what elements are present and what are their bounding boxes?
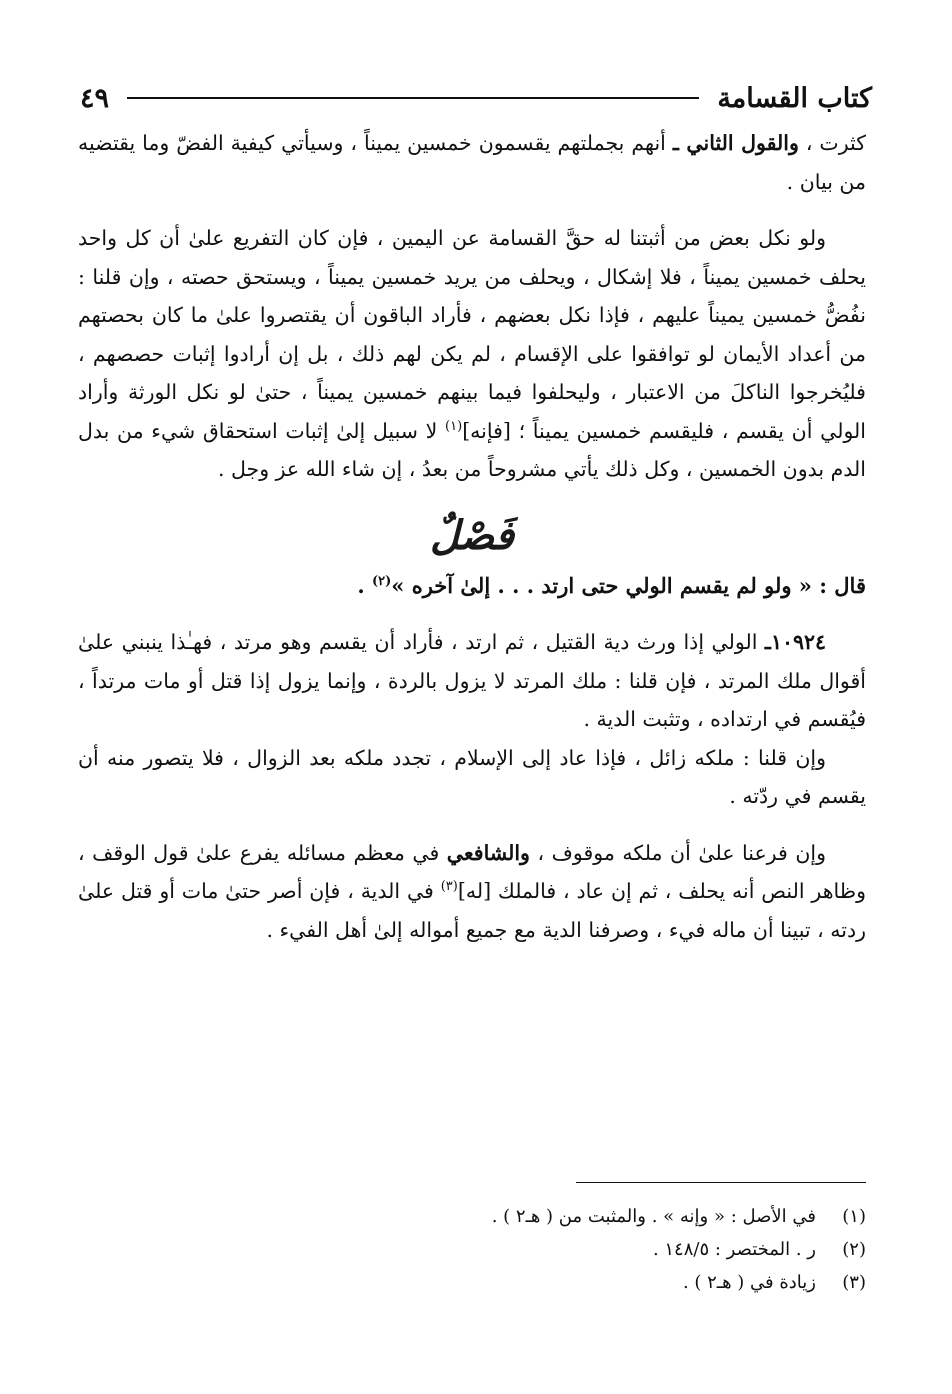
footnote-number: (٣) — [842, 1272, 866, 1293]
paragraph-2: ولو نكل بعض من أثبتنا له حقَّ القسامة عن اليمين ، فإن كان التفريع علىٰ أن كل واحد يحلف خمسين يميناً ، فلا إشكال ، ويحلف من يريد خمسين يميناً ، ويستحق حصته ، وإن قلنا : نفُضُّ خمسين يميناً عليهم ، فإذا نكل بعضهم ، فأراد الباقون أن يقتصروا علىٰ ما كان بحصتهم من أعداد الأيمان لو توافقوا على الإقسام ، لم يكن لهم ذلك ، بل إن أرادوا إثبات حصصهم ، فليُخرجوا الناكلَ من الاعتبار ، وليحلفوا فيما بينهم خمسين يميناً ، حتىٰ لو نكل الورثة وأراد الولي أن يقسم ، فليقسم خمسين يميناً ؛ [فإنه]$^{(١)}$ لا سبيل إلىٰ إثبات استحقاق شيء من بدل الدم بدون الخمسين ، وكل ذلك يأتي مشروحاً من بعدُ ، إن شاء الله عز وجل . — [78, 226, 866, 481]
paragraph-4: وإن قلنا : ملكه زائل ، فإذا عاد إلى الإسلام ، تجدد ملكه بعد الزوال ، فلا يتصور منه أن يقسم في ردّته . — [78, 745, 866, 808]
paragraph-5: وإن فرعنا علىٰ أن ملكه موقوف ، والشافعي في معظم مسائله يفرع علىٰ قول الوقف ، وظاهر النص أنه يحلف ، ثم إن عاد ، فالملك [له]$^{(٣)}$ في الدية ، فإن أصر حتىٰ مات أو قتل علىٰ ردته ، تبينا أن ماله فيء ، وصرفنا الدية مع جميع أمواله إلىٰ أهل الفيء . — [78, 840, 866, 942]
page-number: ٤٩ — [80, 82, 110, 114]
bold-phrase: والقول الثاني ـ — [672, 131, 799, 155]
main-text — [78, 124, 866, 949]
footnote-ref-3: (٣) — [440, 879, 458, 895]
section-heading-ornament: فَصْلٌ — [429, 511, 515, 559]
footnote-number: (١) — [842, 1206, 866, 1227]
issue-number: ١٠٩٢٤ـ — [764, 630, 826, 654]
footnote-ref-2: (٢) — [371, 573, 392, 589]
footnote — [78, 1200, 866, 1233]
footnote-text: زيادة في ( هـ٢ ) . — [682, 1272, 816, 1293]
footnote-text: في الأصل : « وإنه » . والمثبت من ( هـ٢ ) . — [491, 1206, 816, 1227]
footnote — [78, 1266, 866, 1299]
footnotes — [78, 1200, 866, 1299]
footnote-text: ر . المختصر : ١٤٨/٥ . — [652, 1239, 816, 1260]
footnote-separator — [576, 1182, 866, 1183]
paragraph-3: ١٠٩٢٤ـ الولي إذا ورث دية القتيل ، ثم ارتد ، فأراد أن يقسم وهو مرتد ، فهـٰذا ينبني علىٰ أقوال ملك المرتد ، فإن قلنا : ملك المرتد لا يزول بالردة ، وإنما يزول إذا قتل أو مات مرتداً ، فيُقسم في ارتداده ، وتثبت الدية . — [78, 630, 866, 731]
paragraph-1: كثرت ، والقول الثاني ـ أنهم بجملتهم يقسمون خمسين يميناً ، وسيأتي كيفية الفضّ وما يقتضيه من بيان . — [78, 131, 866, 194]
footnote-ref-1: (١) — [445, 418, 463, 434]
running-header — [80, 78, 872, 118]
footnote-number: (٢) — [842, 1239, 866, 1260]
header-rule — [127, 97, 699, 99]
chapter-title: كتاب القسامة — [717, 82, 872, 114]
quoted-statement: قال : « ولو لم يقسم الولي حتى ارتد . . . إلىٰ آخره »$^{(٢)}$ . — [357, 572, 866, 598]
bold-name: والشافعي — [446, 840, 530, 865]
footnote — [78, 1233, 866, 1266]
